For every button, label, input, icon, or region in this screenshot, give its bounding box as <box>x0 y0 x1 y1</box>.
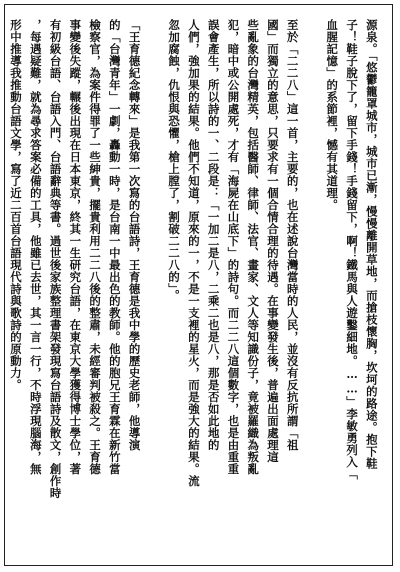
text-column: 「王育德紀念轉來」是我第一次寫的台語詩，王育德是我中學的歷史老師，他導演 <box>127 19 142 451</box>
text-column: 忽加腐蝕，仇恨與恐懼，槍上膛了，割破二二八的」。 <box>167 19 182 302</box>
text-column: 犯，暗中或公開處死，才有「海屍在山底下」的詩句。而二二八這個數字，也是由重重 <box>226 19 241 475</box>
text-column: 人們，強加果的結果。他們不知道，原來的一，不是一支裡的星火，而是強大的結果。流 <box>186 19 201 487</box>
text-column: 檢察官，為案件得罪了一些紳貴，擺貴利用二二八後的整肅，未經審判被殺之。王育德 <box>88 19 103 475</box>
text-column: 誤會產生，所以詩的一、二段是：「一加二是八，二乘二也是八，那是否如此地的 <box>206 19 221 451</box>
text-column: 國」而獨立的意思，只要求有一個合情合理的待遇。在事變發生後，普遍出面處理這 <box>265 19 280 463</box>
paragraph-gap <box>146 19 162 557</box>
paragraph-gap <box>304 19 320 557</box>
text-column: 血腥記憶」的系節裡，憾有其道理。 <box>325 19 340 211</box>
text-column: 有初級台語、台語入門、台語辭典等書。過世後家族整理書架發現寫台語詩及散文，創作時 <box>48 19 63 499</box>
page-frame <box>4 4 393 566</box>
text-column: 子！鞋子脫下了，留下手錢！手錢留下，啊！鐵馬與人遊鑿細地。……」李敏勇列入「 <box>345 19 360 481</box>
text-column: ，每遇疑難，就為尋求答案必備的工具，他雖已去世，其一言一行，不時浮現腦海，無 <box>28 19 43 475</box>
text-column: 形中推導我推動台語文學，寫了近二百首台語現代詩與歌詩的原動力。 <box>9 19 23 391</box>
text-column: 源泉。「悠鬱籠罩城市，城市已漸，慢慢離開草地，而搶枝懷胸，坎坷的路途。抱下鞋 <box>364 19 379 470</box>
text-column: 至於「二二八」這一首，主要的，也在述說台灣當時的人民，並沒有反抗所謂「祖 <box>285 19 300 451</box>
text-body <box>8 19 380 557</box>
text-column: 的「台灣青年」一劇，轟動一時，是台南一中最出色的教師。他的胞兄王育霖在新竹當 <box>107 19 122 475</box>
text-column: 事變後失蹤，輾後出現在日本東京，終其一生研究台語，在東京大學獲得博士學位，著 <box>68 19 83 475</box>
text-column: 些亂象的台灣精英，包括醫師、律師、法官、畫家、文人等知識份子，竟被羅織為叛亂 <box>246 19 261 475</box>
